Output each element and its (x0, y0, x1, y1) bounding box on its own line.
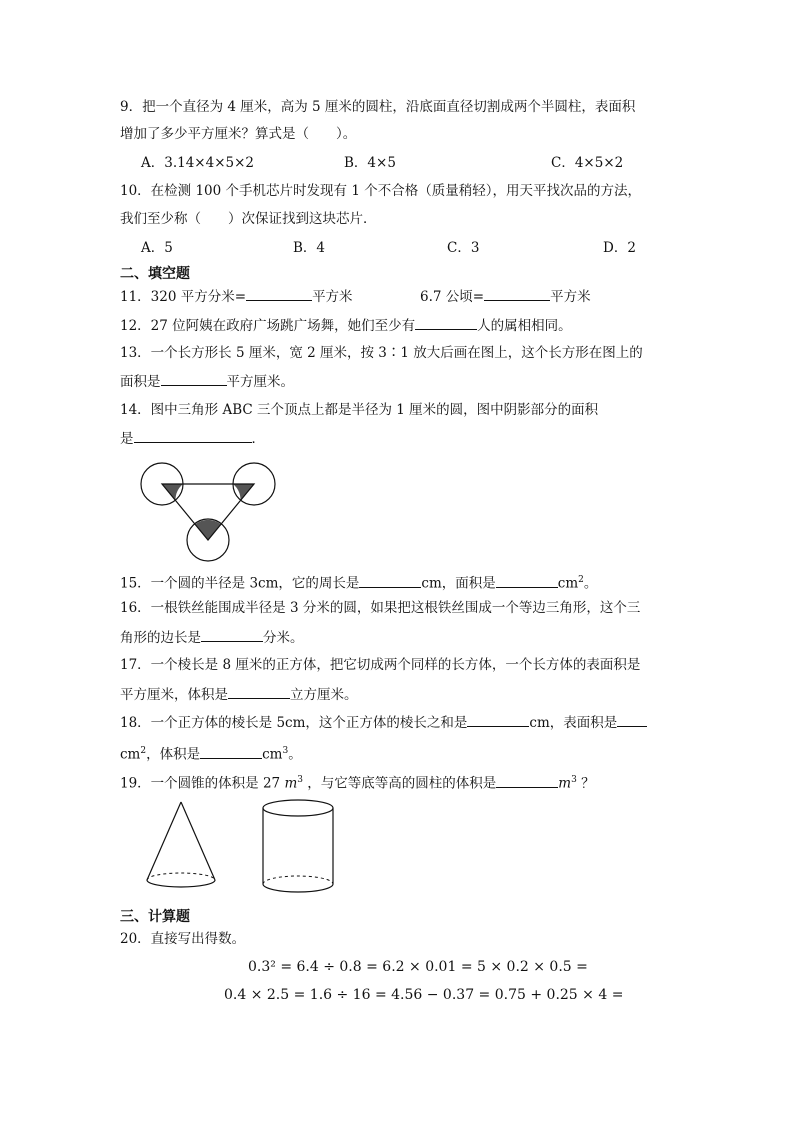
shaded-sector-a (162, 484, 183, 500)
answer-blank[interactable] (496, 773, 558, 788)
cone-left-edge (147, 802, 181, 880)
q14-line2 (120, 428, 265, 449)
answer-blank[interactable] (201, 627, 263, 642)
cylinder-top (263, 800, 333, 816)
q18-unit2: cm (120, 746, 141, 763)
q17-pre: 平方厘米，体积是 (120, 687, 228, 703)
q19-pre: 19．一个圆锥的体积是 27 (120, 775, 281, 792)
q10-option-c: C．3 (447, 240, 480, 256)
q13-line1: 13．一个长方形长 5 厘米，宽 2 厘米，按 3∶1 放大后画在图上，这个长方形在图上的 (120, 345, 643, 361)
q12-pre: 12．27 位阿姨在政府广场跳广场舞，她们至少有 (120, 318, 416, 334)
cylinder-figure (258, 798, 338, 896)
q9-option-c: C．4×5×2 (551, 155, 624, 171)
q16-post: 分米。 (263, 630, 304, 646)
q18-vol: ，体积是 (146, 746, 201, 763)
section-calculation-heading: 三、计算题 (120, 909, 190, 925)
q19-unit-m2: m (558, 775, 572, 792)
q19-end: ？ (581, 775, 595, 792)
q10-option-b: B．4 (293, 240, 326, 256)
q15-unit: cm (557, 575, 579, 592)
answer-blank[interactable] (496, 573, 558, 588)
q11-part-b: 6.7 公顷= (420, 289, 485, 305)
q9-option-b: B．4×5 (344, 155, 396, 171)
q18-line1 (120, 712, 647, 733)
q17-line1: 17．一个棱长是 8 厘米的正方体，把它切成两个同样的长方体，一个长方体的表面积是 (120, 657, 641, 673)
answer-blank[interactable] (134, 428, 252, 443)
q10-option-d: D．2 (603, 240, 636, 256)
answer-blank[interactable] (228, 684, 290, 699)
q19-sup: 3 (297, 775, 303, 785)
triangle-circles-figure (138, 460, 278, 562)
q15-pre: 15．一个圆的半径是 3cm，它的周长是 (120, 575, 360, 592)
q11-line-b (420, 286, 591, 307)
q19-sup2: 3 (571, 775, 577, 785)
q9-line2: 增加了多少平方厘米？算式是（ ）。 (120, 126, 357, 142)
q17-post: 立方厘米。 (290, 687, 358, 703)
q17-line2 (120, 684, 358, 705)
q14-pre: 是 (120, 431, 134, 447)
q18-sup2: 2 (140, 746, 147, 756)
cylinder-base-front (263, 884, 333, 892)
q12-line (120, 315, 572, 336)
answer-blank[interactable] (484, 286, 550, 301)
cone-base-front (147, 880, 215, 887)
q9-line1: 9．把一个直径为 4 厘米，高为 5 厘米的圆柱，沿底面直径切割成两个半圆柱，表面积 (120, 99, 636, 115)
q15-mid: cm，面积是 (421, 575, 496, 592)
cylinder-base-back (263, 876, 333, 884)
q20-equation-row-1: 0.3² = 6.4 ÷ 0.8 = 6.2 × 0.01 = 5 × 0.2 × 0.5 = (248, 959, 588, 975)
q18-line1-mid: cm，表面积是 (529, 715, 618, 731)
answer-blank[interactable] (359, 573, 421, 588)
q18-line2 (120, 741, 302, 765)
q16-line1: 16．一根铁丝能围成半径是 3 分米的圆，如果把这根铁丝围成一个等边三角形，这个三 (120, 600, 641, 616)
answer-blank[interactable] (467, 712, 529, 727)
q20-title: 20．直接写出得数。 (120, 931, 246, 947)
q16-line2 (120, 627, 304, 648)
q18-end: 。 (288, 746, 302, 763)
answer-blank[interactable] (415, 315, 477, 330)
q18-sup3: 3 (282, 746, 289, 756)
shaded-sector-b (233, 484, 254, 500)
q15-line (120, 570, 597, 594)
q15-end: 。 (583, 575, 598, 592)
q15-sup: 2 (578, 575, 584, 585)
q18-line1-text: 18．一个正方体的棱长是 5cm，这个正方体的棱长之和是 (120, 715, 468, 731)
q9-option-a: A．3.14×4×5×2 (141, 155, 255, 171)
q14-post: ． (251, 431, 265, 447)
q13-pre: 面积是 (120, 374, 161, 390)
q11-line (120, 286, 353, 307)
cone-right-edge (181, 802, 215, 880)
q10-line2: 我们至少称（ ）次保证找到这块芯片． (120, 211, 377, 227)
q10-line1: 10．在检测 100 个手机芯片时发现有 1 个不合格（质量稍轻），用天平找次品的方法， (120, 183, 641, 199)
q16-pre: 角形的边长是 (120, 630, 201, 646)
q19-unit-m: m (284, 775, 298, 792)
q13-line2 (120, 371, 294, 392)
cone-base-back (147, 873, 215, 880)
cone-figure (145, 800, 217, 890)
q20-equation-row-2: 0.4 × 2.5 = 1.6 ÷ 16 = 4.56 − 0.37 = 0.75 + 0.25 × 4 = (224, 987, 624, 1003)
q11-unit-a: 平方米 (312, 289, 353, 305)
q19-mid: ，与它等底等高的圆柱的体积是 (307, 775, 497, 792)
answer-blank[interactable] (200, 744, 262, 759)
answer-blank[interactable] (617, 712, 647, 727)
section-fill-in-heading: 二、填空题 (120, 266, 190, 282)
q12-post: 人的属相相同。 (477, 318, 572, 334)
answer-blank[interactable] (246, 286, 312, 301)
q14-line1: 14．图中三角形 ABC 三个顶点上都是半径为 1 厘米的圆，图中阴影部分的面积 (120, 402, 599, 418)
q18-unit3: cm (262, 746, 283, 763)
q11-unit-b: 平方米 (550, 289, 591, 305)
q19-line (120, 770, 595, 794)
q11-part-a: 11．320 平方分米= (120, 289, 247, 305)
q10-option-a: A．5 (141, 240, 173, 256)
q13-post: 平方厘米。 (226, 374, 294, 390)
answer-blank[interactable] (161, 371, 227, 386)
